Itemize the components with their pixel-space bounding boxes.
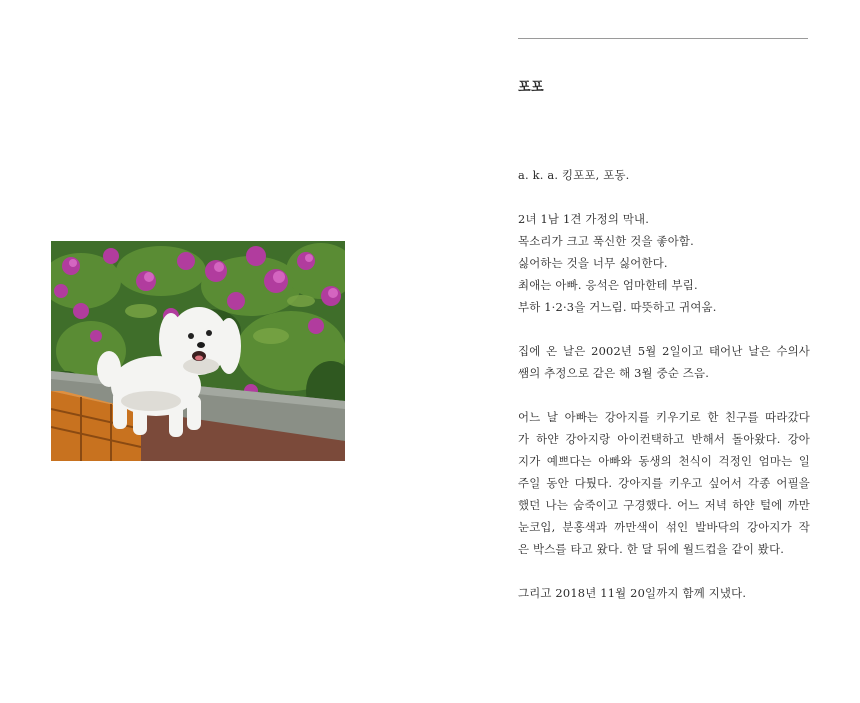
body-text: [518, 164, 810, 626]
text-line: a. k. a. 킹포포, 포동.: [518, 168, 630, 182]
dog-photo-illustration: [51, 241, 345, 461]
paragraph-profile: [518, 208, 810, 318]
paragraph-ending: [518, 582, 810, 604]
page-title: 포포: [518, 80, 545, 95]
paragraph-birth: [518, 340, 810, 384]
dog-photo: [51, 241, 345, 461]
text-line: 했던 나는 숨죽이고 구경했다. 어느 저녁 하얀 털에 까만: [518, 498, 810, 512]
paragraph-story: [518, 406, 810, 560]
text-line: 지가 예쁘다는 아빠와 동생의 천식이 걱정인 엄마는 일: [518, 454, 810, 468]
text-line: 어느 날 아빠는 강아지를 키우기로 한 친구를 따라갔다: [518, 410, 810, 424]
text-line: 눈코입, 분홍색과 까만색이 섞인 발바닥의 강아지가 작: [518, 520, 810, 534]
text-line: 쌤의 추정으로 같은 해 3월 중순 즈음.: [518, 366, 710, 380]
text-line: 주일 동안 다퉜다. 강아지를 키우고 싶어서 각종 어필을: [518, 476, 810, 490]
text-line: 목소리가 크고 푹신한 것을 좋아함.: [518, 234, 694, 248]
text-line: 그리고 2018년 11월 20일까지 함께 지냈다.: [518, 586, 747, 600]
text-line: 싫어하는 것을 너무 싫어한다.: [518, 256, 668, 270]
text-line: 최애는 아빠. 응석은 엄마한테 부림.: [518, 278, 698, 292]
text-line: 은 박스를 타고 왔다. 한 달 뒤에 월드컵을 같이 봤다.: [518, 542, 785, 556]
text-line: 가 하얀 강아지랑 아이컨택하고 반해서 돌아왔다. 강아: [518, 432, 810, 446]
text-line: 2녀 1남 1견 가정의 막내.: [518, 212, 650, 226]
paragraph-aka: [518, 164, 810, 186]
top-divider: [518, 38, 808, 39]
text-line: 부하 1·2·3을 거느림. 따뜻하고 귀여움.: [518, 300, 717, 314]
text-line: 집에 온 날은 2002년 5월 2일이고 태어난 날은 수의사: [518, 344, 810, 358]
